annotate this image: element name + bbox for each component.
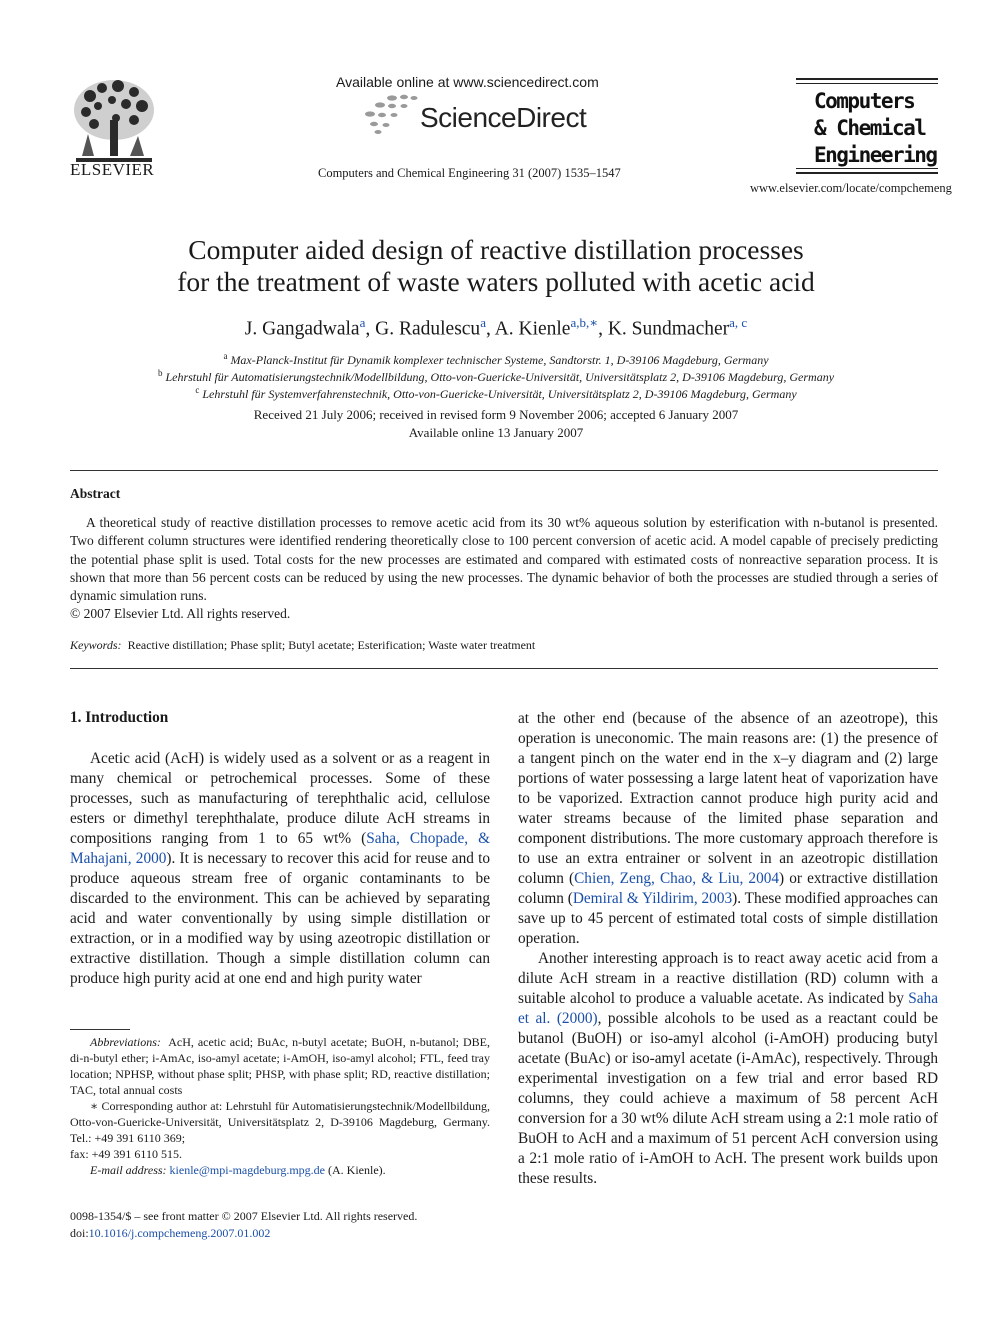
copyright: © 2007 Elsevier Ltd. All rights reserved. (70, 606, 291, 621)
journal-url[interactable]: www.elsevier.com/locate/compchemeng (750, 181, 952, 195)
elsevier-logo (68, 76, 160, 180)
elsevier-wordmark: ELSEVIER (70, 160, 155, 179)
author-affiliation-mark[interactable]: a (359, 315, 366, 330)
issn-block (70, 1208, 417, 1242)
author-affiliation-mark[interactable]: a, c (729, 315, 748, 330)
keywords (70, 638, 535, 653)
author-affiliation-mark[interactable]: a (480, 315, 486, 330)
author-name: J. Gangadwala (244, 318, 360, 340)
author-name: G. Radulescu (375, 318, 481, 340)
journal-logo (796, 78, 938, 174)
sciencedirect-logo (362, 92, 602, 138)
doi-line: doi:10.1016/j.compchemeng.2007.01.002 (70, 1226, 271, 1240)
available-online-date: Available online 13 January 2007 (408, 425, 584, 440)
doi-link[interactable]: 10.1016/j.compchemeng.2007.01.002 (88, 1226, 271, 1240)
email-link[interactable]: kienle@mpi-magdeburg.mpg.de (169, 1163, 326, 1177)
footnotes (70, 1034, 490, 1178)
citation-link[interactable]: Demiral & Yildirim, 2003 (572, 890, 733, 907)
journal-logo-line-3: Engineering (814, 143, 937, 167)
received-dates: Received 21 July 2006; received in revised form 9 November 2006; accepted 6 January 2007 (253, 407, 739, 422)
paragraph: Acetic acid (AcH) is widely used as a solvent or as a reagent in many chemical or petrochemical processes. Some of these processes, such as manufacturing of terephthalic acid, cellulose esters or dimethyl terephthalate, produce dilute AcH streams in compositions ranging from 1 to 65 wt% (Saha, Chopade, & Mahajani, 2000). It is necessary to recover this acid for reuse and to produce aqueous stream free of organic contaminants to be discarded to the environment. This can be achieved by separating acid and water conventionally by using simple distillation or extraction, or in a modified way by using azeotropic distillation or extractive distillation. Though a simple distillation column can produce high purity acid at one end and high purity water (70, 750, 490, 987)
affiliation-a: $^a$ Max-Planck-Institut für Dynamik komplexer technischer Systeme, Sandtorstr. 1, D-39106 Magdeburg, Germany (223, 351, 769, 367)
keywords-list: Reactive distillation; Phase split; Butyl acetate; Esterification; Waste water treatment (127, 638, 536, 652)
citation-link[interactable]: Chien, Zeng, Chao, & Liu, 2004 (574, 870, 780, 887)
title-line-2: for the treatment of waste waters polluted with acetic acid (177, 266, 815, 297)
author-list: J. Gangadwala$^a$, G. Radulescu$^a$, A. Kienle$^{a,b,∗}$, K. Sundmacher$^{a, c}$ (244, 315, 748, 340)
sciencedirect-wordmark: ScienceDirect (420, 102, 587, 133)
title-line-1: Computer aided design of reactive distillation processes (188, 234, 804, 265)
affiliation-b: $^b$ Lehrstuhl für Automatisierungstechnik/Modellbildung, Otto-von-Guericke-Universität, Universitätsplatz 2, D-39106 Magdeburg, Germany (157, 368, 835, 384)
paragraph: at the other end (because of the absence of an azeotrope), this operation is uneconomic. The main reasons are: (1) the presence of a tangent pinch on the water end in the x–y diagram and (2) large portions of water possessing a large latent heat of vaporization have to be vaporized. Extraction cannot produce high purity acid and water streams because of the limited phase separation and component distributions. The more customary approach therefore is to use an extra entrainer or solvent in an azeotropic distillation column (Chien, Zeng, Chao, & Liu, 2004) or extractive distillation column (Demiral & Yildirim, 2003). These modified approaches can save up to 45 percent of estimated total costs of simple distillation operation. (518, 710, 938, 947)
affiliation-c: $^c$ Lehrstuhl für Systemverfahrenstechnik, Otto-von-Guericke-Universität, Universitätsplatz 2, D-39106 Magdeburg, Germany (195, 385, 797, 401)
available-online-text: Available online at www.sciencedirect.com (336, 74, 599, 90)
issn-line: 0098-1354/$ – see front matter © 2007 Elsevier Ltd. All rights reserved. (70, 1209, 418, 1223)
corresponding-author-footnote: ∗ Corresponding author at: Lehrstuhl für Automatisierungstechnik/Modellbildung, Otto-von-Guericke-Universität, Universitätsplatz 2, D-39106 Magdeburg, Germany. Tel.: +49 391 6110 369; (70, 1099, 490, 1145)
article-title (0, 234, 992, 298)
citation-link[interactable]: Saha, Chopade, & Mahajani, 2000 (70, 830, 490, 867)
citation-link[interactable]: Saha et al. (2000) (518, 990, 938, 1027)
author-name: K. Sundmacher (607, 318, 730, 340)
journal-logo-line-1: Computers (814, 89, 915, 113)
journal-reference: Computers and Chemical Engineering 31 (2007) 1535–1547 (318, 166, 621, 180)
paragraph: Another interesting approach is to react away acetic acid from a dilute AcH stream in a reactive distillation (RD) column with a suitable alcohol to produce a valuable acetate. As indicated by Saha et al. (2000), possible alcohols to be used as a reactant could be butanol (BuOH) or iso-amyl alcohol (i-AmOH) producing butyl acetate (BuAc) or iso-amyl acetate (i-AmAc), respectively. Through experimental investigation on a few trial and error based RD columns, they could achieve a maximum of 58 percent AcH conversion for a 30 wt% dilute AcH stream using a 2:1 mole ratio of BuOH to AcH and a maximum of 51 percent AcH conversion using a 2:1 mole ratio of i-AmOH to AcH. The present work builds upon these results. (518, 950, 938, 1187)
keywords-label: Keywords: (70, 638, 122, 652)
author-name: A. Kienle (494, 318, 571, 340)
author-affiliation-mark[interactable]: a,b,∗ (570, 315, 599, 330)
journal-logo-line-2: & Chemical (814, 116, 926, 140)
footnote-divider (70, 1029, 130, 1030)
email-footnote: E-mail address: kienle@mpi-magdeburg.mpg.de (A. Kienle). (90, 1163, 386, 1177)
divider (70, 470, 938, 471)
abbreviations-footnote: Abbreviations: AcH, acetic acid; BuAc, n-butyl acetate; BuOH, n-butanol; DBE, di-n-butyl ether; i-AmAc, iso-amyl acetate; i-AmOH, iso-amyl alcohol; FTL, feed tray location; NPHSP, without phase split; PHSP, with phase split; RD, reactive distillation; TAC, total annual costs (70, 1035, 491, 1097)
fax-footnote: fax: +49 391 6110 515. (70, 1147, 182, 1161)
section-heading: 1. Introduction (70, 709, 169, 726)
column-left (70, 749, 490, 989)
column-right (518, 709, 938, 1189)
divider (70, 668, 938, 669)
abstract-text: A theoretical study of reactive distillation processes to remove acetic acid from its 30 wt% aqueous solution by esterification with n-butanol is presented. Two different column structures were identified rendering theoretically close to 100 percent conversion of acetic acid. A model capable of precisely predicting the potential phase split is used. Total costs for the new processes are estimated and compared with estimated costs of nonreactive separation process. It is shown that more than 56 percent costs can be reduced by using the new processes. The dynamic behavior of both the processes are studied through a series of dynamic simulation runs. (70, 515, 938, 604)
abstract-heading: Abstract (70, 486, 121, 501)
